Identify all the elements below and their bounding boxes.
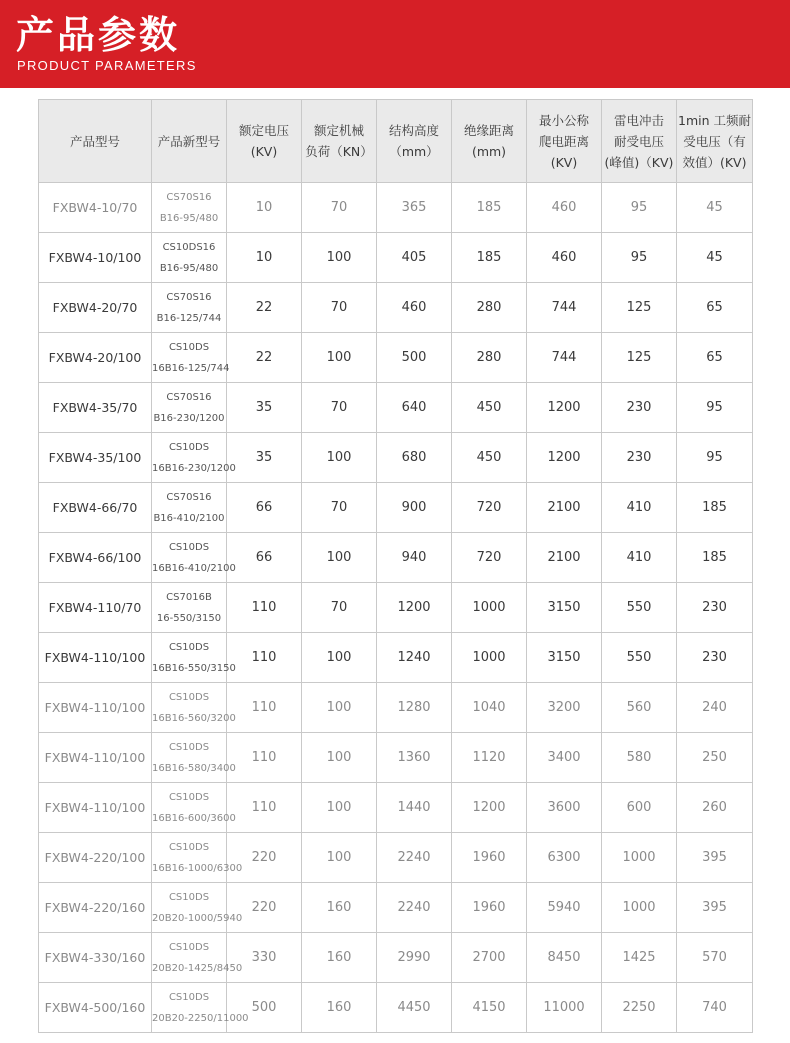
- cell-voltage: 35: [227, 433, 302, 483]
- cell-load: 100: [302, 533, 377, 583]
- cell-height: 2240: [377, 833, 452, 883]
- column-header-text: 1min 工频耐: [678, 112, 751, 128]
- cell-new-model-line: CS70S16: [166, 391, 212, 403]
- cell-creepage: 1200: [527, 433, 602, 483]
- column-header-model: [39, 100, 152, 183]
- cell-new-model: [152, 633, 236, 683]
- table-row: [39, 183, 753, 233]
- cell-lightning: 95: [602, 233, 677, 283]
- cell-model: FXBW4-66/70: [39, 483, 152, 533]
- cell-new-model-line: CS10DS: [168, 791, 210, 803]
- cell-insulation: 280: [452, 333, 527, 383]
- column-header-text: 额定电压: [238, 123, 289, 138]
- cell-insulation: 450: [452, 383, 527, 433]
- cell-new-model-line: CS10DS: [168, 441, 210, 453]
- column-header-text: (mm): [471, 144, 507, 159]
- cell-new-model-line: CS10DS: [168, 841, 210, 853]
- cell-model: FXBW4-110/100: [39, 783, 152, 833]
- cell-power-freq: 395: [677, 833, 753, 883]
- cell-lightning: 95: [602, 183, 677, 233]
- header-banner: [0, 0, 790, 88]
- cell-lightning: 125: [602, 283, 677, 333]
- cell-new-model-line: CS10DS: [168, 641, 210, 653]
- cell-load: 70: [302, 583, 377, 633]
- cell-height: 405: [377, 233, 452, 283]
- cell-new-model-line: B16-95/480: [159, 262, 219, 274]
- cell-power-freq: 740: [677, 983, 753, 1033]
- cell-voltage: 110: [227, 733, 302, 783]
- cell-height: 1360: [377, 733, 452, 783]
- cell-new-model-line: CS10DS: [168, 941, 210, 953]
- cell-new-model: [152, 983, 249, 1033]
- cell-load: 100: [302, 833, 377, 883]
- cell-height: 1240: [377, 633, 452, 683]
- table-row: [39, 683, 753, 733]
- table-row: [39, 533, 753, 583]
- cell-insulation: 1200: [452, 783, 527, 833]
- table-row: [39, 633, 753, 683]
- cell-lightning: 1425: [602, 933, 677, 983]
- cell-voltage: 110: [227, 583, 302, 633]
- cell-insulation: 1000: [452, 583, 527, 633]
- column-header-text: 雷电冲击: [613, 112, 664, 128]
- cell-new-model-line: 20B20-1000/5940: [152, 912, 243, 924]
- table-header-row: [39, 100, 753, 183]
- cell-power-freq: 250: [677, 733, 753, 783]
- cell-voltage: 110: [227, 683, 302, 733]
- cell-model: FXBW4-110/100: [39, 683, 152, 733]
- cell-new-model-line: 16B16-125/744: [152, 362, 230, 374]
- cell-insulation: 280: [452, 283, 527, 333]
- cell-new-model: [152, 283, 227, 333]
- cell-load: 70: [302, 283, 377, 333]
- cell-new-model-line: B16-125/744: [156, 312, 222, 324]
- cell-model: FXBW4-110/70: [39, 583, 152, 633]
- cell-new-model-line: 16B16-410/2100: [152, 562, 236, 574]
- cell-creepage: 6300: [527, 833, 602, 883]
- cell-new-model: [152, 383, 227, 433]
- cell-voltage: 220: [227, 833, 302, 883]
- cell-load: 160: [302, 983, 377, 1033]
- cell-load: 160: [302, 933, 377, 983]
- column-header-text: 产品新型号: [157, 133, 221, 149]
- cell-height: 2240: [377, 883, 452, 933]
- cell-new-model-line: CS10DS: [168, 341, 210, 353]
- cell-model: FXBW4-10/70: [39, 183, 152, 233]
- cell-new-model-line: B16-410/2100: [153, 512, 225, 524]
- table-row: [39, 833, 753, 883]
- cell-new-model: [152, 433, 236, 483]
- cell-power-freq: 260: [677, 783, 753, 833]
- table-row: [39, 983, 753, 1033]
- cell-new-model: [152, 533, 236, 583]
- cell-creepage: 5940: [527, 883, 602, 933]
- cell-lightning: 410: [602, 483, 677, 533]
- table-row: [39, 783, 753, 833]
- cell-power-freq: 395: [677, 883, 753, 933]
- cell-height: 940: [377, 533, 452, 583]
- cell-model: FXBW4-10/100: [39, 233, 152, 283]
- cell-insulation: 1960: [452, 883, 527, 933]
- cell-new-model: [152, 683, 236, 733]
- cell-model: FXBW4-220/160: [39, 883, 152, 933]
- cell-creepage: 460: [527, 183, 602, 233]
- cell-creepage: 744: [527, 283, 602, 333]
- cell-voltage: 330: [227, 933, 302, 983]
- cell-model: FXBW4-220/100: [39, 833, 152, 883]
- cell-voltage: 110: [227, 633, 302, 683]
- cell-lightning: 2250: [602, 983, 677, 1033]
- cell-creepage: 3200: [527, 683, 602, 733]
- column-header-creepage: [527, 100, 602, 183]
- cell-lightning: 560: [602, 683, 677, 733]
- cell-insulation: 185: [452, 183, 527, 233]
- cell-lightning: 550: [602, 583, 677, 633]
- cell-new-model-line: 20B20-1425/8450: [152, 962, 243, 974]
- cell-power-freq: 570: [677, 933, 753, 983]
- column-header-height: [377, 100, 452, 183]
- cell-new-model: [152, 883, 243, 933]
- cell-height: 460: [377, 283, 452, 333]
- cell-power-freq: 45: [677, 233, 753, 283]
- column-header-text: 效值）(KV): [682, 154, 747, 170]
- cell-voltage: 10: [227, 183, 302, 233]
- column-header-text: 绝缘距离: [463, 123, 514, 138]
- cell-power-freq: 185: [677, 533, 753, 583]
- column-header-text: (峰值)（KV): [604, 154, 674, 170]
- cell-creepage: 8450: [527, 933, 602, 983]
- column-header-text: (KV): [250, 144, 278, 159]
- cell-voltage: 500: [227, 983, 302, 1033]
- parameters-table: [38, 99, 753, 1033]
- table-row: [39, 583, 753, 633]
- cell-new-model-line: CS10DS: [168, 991, 210, 1003]
- column-header-insulation: [452, 100, 527, 183]
- cell-insulation: 720: [452, 483, 527, 533]
- cell-new-model-line: CS70S16: [166, 191, 212, 203]
- cell-creepage: 460: [527, 233, 602, 283]
- cell-height: 365: [377, 183, 452, 233]
- cell-creepage: 3150: [527, 583, 602, 633]
- cell-height: 680: [377, 433, 452, 483]
- cell-lightning: 1000: [602, 883, 677, 933]
- cell-new-model-line: CS70S16: [166, 491, 212, 503]
- cell-power-freq: 65: [677, 333, 753, 383]
- cell-new-model: [152, 933, 243, 983]
- cell-insulation: 1040: [452, 683, 527, 733]
- cell-voltage: 22: [227, 283, 302, 333]
- cell-new-model-line: CS10DS: [168, 891, 210, 903]
- cell-model: FXBW4-110/100: [39, 733, 152, 783]
- cell-load: 70: [302, 383, 377, 433]
- cell-voltage: 66: [227, 483, 302, 533]
- cell-new-model-line: B16-230/1200: [153, 412, 225, 424]
- cell-creepage: 744: [527, 333, 602, 383]
- cell-new-model-line: 16B16-580/3400: [152, 762, 236, 774]
- cell-load: 100: [302, 433, 377, 483]
- cell-new-model-line: CS10DS: [168, 741, 210, 753]
- cell-lightning: 125: [602, 333, 677, 383]
- cell-load: 100: [302, 333, 377, 383]
- cell-new-model: [152, 733, 236, 783]
- cell-lightning: 230: [602, 433, 677, 483]
- cell-power-freq: 95: [677, 433, 753, 483]
- cell-power-freq: 95: [677, 383, 753, 433]
- cell-lightning: 580: [602, 733, 677, 783]
- column-header-text: 产品型号: [69, 133, 120, 149]
- table-body: [39, 183, 753, 1033]
- cell-model: FXBW4-66/100: [39, 533, 152, 583]
- cell-new-model-line: CS10DS: [168, 691, 210, 703]
- cell-creepage: 11000: [527, 983, 602, 1033]
- cell-load: 100: [302, 233, 377, 283]
- table-row: [39, 883, 753, 933]
- cell-new-model-line: CS7016B: [166, 591, 212, 603]
- cell-model: FXBW4-500/160: [39, 983, 152, 1033]
- cell-creepage: 2100: [527, 533, 602, 583]
- cell-voltage: 66: [227, 533, 302, 583]
- column-header-text: 最小公称: [538, 112, 589, 128]
- cell-load: 100: [302, 633, 377, 683]
- cell-power-freq: 65: [677, 283, 753, 333]
- cell-model: FXBW4-330/160: [39, 933, 152, 983]
- table-row: [39, 483, 753, 533]
- page-subtitle: PRODUCT PARAMETERS: [17, 58, 197, 73]
- cell-voltage: 35: [227, 383, 302, 433]
- cell-insulation: 4150: [452, 983, 527, 1033]
- cell-power-freq: 185: [677, 483, 753, 533]
- cell-load: 100: [302, 783, 377, 833]
- cell-power-freq: 45: [677, 183, 753, 233]
- cell-power-freq: 230: [677, 633, 753, 683]
- cell-height: 640: [377, 383, 452, 433]
- cell-new-model: [152, 183, 227, 233]
- cell-model: FXBW4-110/100: [39, 633, 152, 683]
- cell-new-model-line: 16B16-560/3200: [152, 712, 236, 724]
- column-header-lightning: [602, 100, 677, 183]
- cell-lightning: 1000: [602, 833, 677, 883]
- cell-creepage: 3150: [527, 633, 602, 683]
- cell-insulation: 720: [452, 533, 527, 583]
- column-header-text: （mm）: [389, 144, 439, 159]
- cell-height: 1280: [377, 683, 452, 733]
- cell-height: 900: [377, 483, 452, 533]
- table-row: [39, 433, 753, 483]
- cell-creepage: 1200: [527, 383, 602, 433]
- cell-new-model: [152, 583, 227, 633]
- cell-new-model-line: 20B20-2250/11000: [152, 1012, 249, 1024]
- column-header-text: 耐受电压: [613, 133, 664, 149]
- cell-new-model-line: CS10DS: [168, 541, 210, 553]
- cell-lightning: 410: [602, 533, 677, 583]
- cell-height: 1200: [377, 583, 452, 633]
- table-row: [39, 933, 753, 983]
- cell-new-model-line: CS70S16: [166, 291, 212, 303]
- table-row: [39, 233, 753, 283]
- cell-height: 2990: [377, 933, 452, 983]
- cell-model: FXBW4-20/70: [39, 283, 152, 333]
- cell-load: 100: [302, 683, 377, 733]
- cell-voltage: 10: [227, 233, 302, 283]
- table-row: [39, 283, 753, 333]
- cell-load: 100: [302, 733, 377, 783]
- cell-new-model-line: 16B16-230/1200: [152, 462, 236, 474]
- cell-model: FXBW4-20/100: [39, 333, 152, 383]
- cell-new-model: [152, 333, 230, 383]
- cell-insulation: 1960: [452, 833, 527, 883]
- column-header-new-model: [152, 100, 227, 183]
- cell-lightning: 550: [602, 633, 677, 683]
- cell-load: 160: [302, 883, 377, 933]
- cell-new-model-line: 16-550/3150: [156, 612, 222, 624]
- column-header-text: 负荷（KN）: [305, 144, 373, 159]
- cell-height: 1440: [377, 783, 452, 833]
- cell-new-model: [152, 233, 227, 283]
- cell-new-model: [152, 783, 236, 833]
- cell-power-freq: 240: [677, 683, 753, 733]
- cell-power-freq: 230: [677, 583, 753, 633]
- cell-new-model-line: 16B16-600/3600: [152, 812, 236, 824]
- cell-load: 70: [302, 483, 377, 533]
- column-header-load: [302, 100, 377, 183]
- cell-insulation: 1000: [452, 633, 527, 683]
- cell-insulation: 1120: [452, 733, 527, 783]
- cell-lightning: 600: [602, 783, 677, 833]
- cell-insulation: 2700: [452, 933, 527, 983]
- cell-new-model: [152, 833, 243, 883]
- cell-voltage: 22: [227, 333, 302, 383]
- cell-new-model: [152, 483, 227, 533]
- column-header-text: 受电压（有: [683, 133, 746, 149]
- column-header-text: 额定机械: [313, 123, 364, 138]
- cell-load: 70: [302, 183, 377, 233]
- cell-height: 500: [377, 333, 452, 383]
- cell-creepage: 3600: [527, 783, 602, 833]
- cell-new-model-line: CS10DS16: [162, 241, 216, 253]
- column-header-text: 爬电距离: [538, 133, 589, 149]
- column-header-voltage: [227, 100, 302, 183]
- cell-creepage: 3400: [527, 733, 602, 783]
- table-row: [39, 333, 753, 383]
- column-header-text: (KV): [550, 154, 578, 170]
- cell-height: 4450: [377, 983, 452, 1033]
- cell-insulation: 185: [452, 233, 527, 283]
- cell-new-model-line: 16B16-550/3150: [152, 662, 236, 674]
- cell-model: FXBW4-35/70: [39, 383, 152, 433]
- page-title: 产品参数: [16, 13, 181, 57]
- table-row: [39, 733, 753, 783]
- cell-model: FXBW4-35/100: [39, 433, 152, 483]
- column-header-power-freq: [677, 100, 753, 183]
- cell-new-model-line: B16-95/480: [159, 212, 219, 224]
- cell-creepage: 2100: [527, 483, 602, 533]
- cell-voltage: 110: [227, 783, 302, 833]
- table-row: [39, 383, 753, 433]
- cell-lightning: 230: [602, 383, 677, 433]
- column-header-text: 结构高度: [388, 123, 439, 138]
- cell-insulation: 450: [452, 433, 527, 483]
- cell-new-model-line: 16B16-1000/6300: [152, 862, 243, 874]
- cell-voltage: 220: [227, 883, 302, 933]
